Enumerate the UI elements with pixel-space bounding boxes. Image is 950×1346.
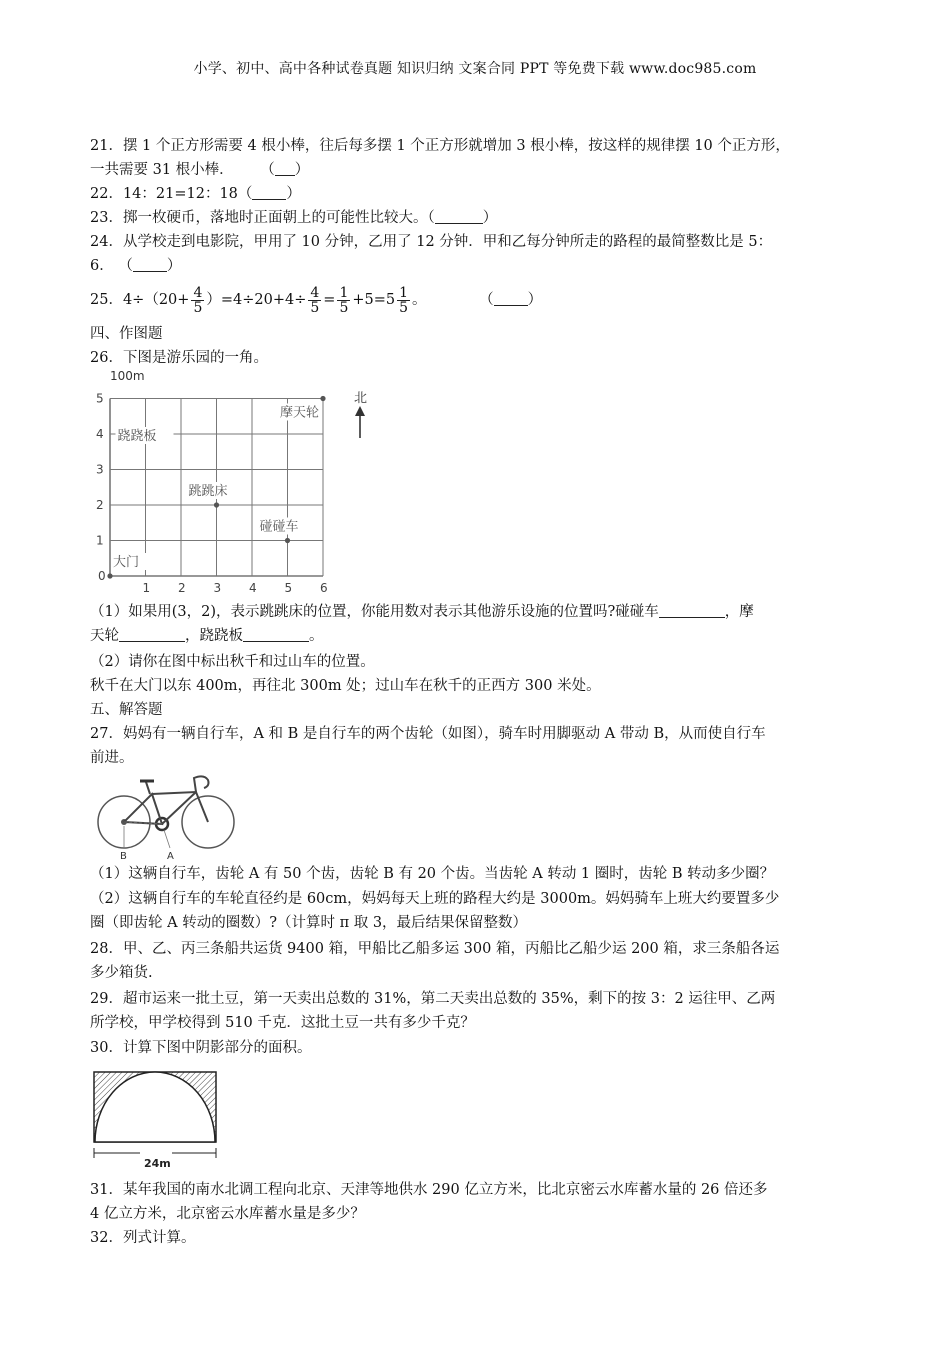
y-tick-label: 5 [96,391,104,406]
y-tick-label: 4 [96,427,104,441]
amusement-park-grid-map [88,366,388,596]
q24-line2 [90,254,870,278]
y-tick-label: 2 [96,498,104,512]
q28-line2: 多少箱货. [90,965,153,981]
q26-sub2-detail: 秋千在大门以东 400m，再往北 300m 处；过山车在秋千的正西方 300 米处。 [90,678,601,694]
q25-f1-den: 5 [193,299,203,316]
q25-line [90,283,870,317]
x-tick-label: 2 [178,581,186,595]
q24-answer-blank[interactable] [133,257,167,272]
q23-line [90,206,870,230]
q25-f1-num: 4 [193,284,203,301]
q22-text: 22．14：21=12：18（ [90,186,253,202]
q24-text: 6． （ [90,258,133,274]
q31-line2: 4 亿立方米，北京密云水库蓄水量是多少？ [90,1206,365,1222]
q23-answer-blank[interactable] [435,209,483,224]
seesaw-label: ，跷跷板 [185,628,243,644]
q21-line1: 21．摆 1 个正方形需要 4 根小棒，往后每多摆 1 个正方形就增加 3 根小棒，按这样的规律摆 10 个正方形， [90,138,790,154]
q25-fraction-3 [337,286,350,315]
q27-line1: 27．妈妈有一辆自行车，A 和 B 是自行车的两个齿轮（如图），骑车时用脚驱动 A 带动 B，从而使自行车 [90,726,766,742]
north-label: 北 [354,391,368,406]
q29-line1: 29．超市运来一批土豆，第一天卖出总数的 31%，第二天卖出总数的 35%，剩下的按 3：2 运往甲、乙两 [90,991,776,1007]
section-4-title: 四、作图题 [90,326,163,342]
q23-paren-close: ） [482,210,498,226]
q25-answer-blank[interactable] [494,291,528,306]
place-label: 大门 [113,555,140,570]
q22-paren-close: ） [286,186,301,202]
seesaw-answer-blank[interactable] [243,627,309,642]
q24-line1: 24．从学校走到电影院，甲用了 10 分钟，乙用了 12 分钟．甲和乙每分钟所走的路程的最简整数比是 5： [90,234,773,250]
q25-f4-num: 1 [399,284,409,301]
bicycle-figure [92,770,242,862]
q26-sub1-text-end: ，摩 [724,604,754,620]
ferris-wheel-label: 天轮 [90,628,119,644]
q26-sub1-line1 [90,600,870,624]
y-tick-label: 3 [96,462,104,477]
q25-fraction-2 [308,286,321,315]
place-point [285,538,290,543]
q25-part4: +5=5 [352,292,396,308]
q25-part1: 25．4÷（20+ [90,292,190,308]
x-tick-label: 5 [284,581,293,595]
q27-sub1: （1）这辆自行车，齿轮 A 有 50 个齿，齿轮 B 有 20 个齿。当齿轮 A 转动 1 圈时，齿轮 B 转动多少圈？ [90,866,775,882]
q25-f4-den: 5 [399,299,409,316]
q21-line2 [90,158,870,182]
page-header: 小学、初中、高中各种试卷真题 知识归纳 文案合同 PPT 等免费下载 www.doc985.com [193,61,757,77]
x-tick-label: 1 [142,581,151,595]
q23-text: 23．掷一枚硬币，落地时正面朝上的可能性比较大。（ [90,210,435,226]
q26-sub1-text: （1）如果用(3，2)，表示跳跳床的位置，你能用数对表示其他游乐设施的位置吗?碰碰车 [90,604,659,620]
q22-answer-blank[interactable] [252,185,286,200]
place-point [320,396,325,401]
x-tick-label: 6 [320,581,328,595]
x-tick-label: 3 [213,581,222,595]
q22-line [90,182,870,206]
q25-paren-open: （ [479,292,494,308]
q25-part3: = [323,292,336,308]
x-tick-label: 4 [249,581,257,595]
q26-sub1-end: 。 [309,628,324,644]
bumper-car-answer-blank[interactable] [659,603,725,618]
q25-fraction-1 [191,286,204,315]
x-tick-label: 0 [98,569,106,583]
q25-f2-den: 5 [310,299,320,316]
place-label: 摩天轮 [279,405,319,421]
place-point [214,502,219,507]
q29-line2: 所学校，甲学校得到 510 千克．这批土豆一共有多少千克？ [90,1015,475,1031]
north-arrow-icon [355,406,365,438]
q25-f3-den: 5 [339,299,349,316]
place-label: 跷跷板 [117,429,157,444]
q30-line: 30．计算下图中阴影部分的面积。 [90,1040,312,1056]
q26-sub2: （2）请你在图中标出秋千和过山车的位置。 [90,654,375,670]
q25-fraction-4 [397,286,410,315]
q31-line1: 31．某年我国的南水北调工程向北京、天津等地供水 290 亿立方米，比北京密云水库蓄水量的 26 倍还多 [90,1182,768,1198]
q21-paren-open: （ [260,162,275,178]
width-dimension-label: 24m [144,1157,171,1170]
q21-answer-blank[interactable] [275,161,295,176]
q21-paren-close: ） [294,162,310,178]
gear-b-label: B [120,851,127,862]
q25-part2: ）=4÷20+4÷ [206,292,307,308]
shaded-area-figure [92,1068,220,1172]
q26-intro: 26．下图是游乐园的一角。 [90,350,268,366]
q26-sub1-line2 [90,624,870,648]
place-label: 碰碰车 [259,519,299,535]
q27-sub2-line1: （2）这辆自行车的车轮直径约是 60cm，妈妈每天上班的路程大约是 3000m。妈妈骑车上班大约要置多少 [90,891,780,907]
ferris-wheel-answer-blank[interactable] [119,627,185,642]
q27-line2: 前进。 [90,750,134,766]
q28-line1: 28．甲、乙、丙三条船共运货 9400 箱，甲船比乙船多运 300 箱，丙船比乙船少运 200 箱，求三条船各运 [90,941,780,957]
map-unit-label: 100m [110,369,145,383]
q24-paren-close: ） [166,258,182,274]
q25-part5: 。 [412,292,427,308]
q25-f2-num: 4 [310,284,320,301]
section-5-title: 五、解答题 [90,702,163,718]
q25-f3-num: 1 [339,284,349,301]
q27-sub2-line2: 圈（即齿轮 A 转动的圈数）?（计算时 π 取 3，最后结果保留整数） [90,915,528,931]
q32-line: 32．列式计算。 [90,1230,196,1246]
place-label: 跳跳床 [188,484,228,499]
q21-text: 一共需要 31 根小棒． [90,162,234,178]
y-tick-label: 1 [96,533,104,548]
gear-a-label: A [167,851,174,862]
place-point [107,573,112,578]
q25-paren-close: ） [527,292,543,308]
